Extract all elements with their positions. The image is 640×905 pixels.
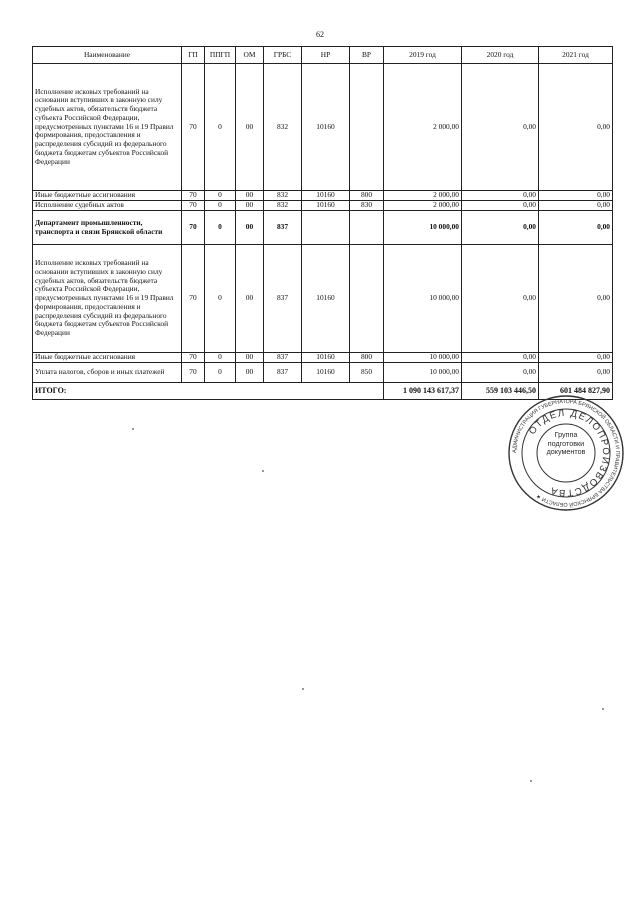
row-om: 00 bbox=[236, 363, 264, 383]
row-2019: 10 000,00 bbox=[384, 245, 462, 353]
row-name: Иные бюджетные ассигнования bbox=[33, 191, 182, 201]
row-nr: 10160 bbox=[302, 353, 350, 363]
row-gp: 70 bbox=[182, 363, 205, 383]
row-2021: 0,00 bbox=[539, 201, 613, 211]
scan-speck bbox=[132, 428, 134, 430]
office-stamp bbox=[506, 393, 626, 513]
row-nr: 10160 bbox=[302, 363, 350, 383]
row-2021: 0,00 bbox=[539, 211, 613, 245]
row-om: 00 bbox=[236, 211, 264, 245]
row-ppgp: 0 bbox=[205, 211, 236, 245]
row-2021: 0,00 bbox=[539, 64, 613, 191]
row-name: Исполнение судебных актов bbox=[33, 201, 182, 211]
stamp-center-line1: Группа bbox=[554, 430, 578, 439]
row-nr: 10160 bbox=[302, 191, 350, 201]
row-name: Департамент промышленности, транспорта и связи Брянской области bbox=[33, 211, 182, 245]
page-number: 62 bbox=[316, 30, 324, 39]
row-2020: 0,00 bbox=[462, 191, 539, 201]
row-grbs: 832 bbox=[264, 201, 302, 211]
header-gp: ГП bbox=[182, 47, 205, 64]
total-2019: 1 090 143 617,37 bbox=[384, 383, 462, 400]
row-2019: 2 000,00 bbox=[384, 201, 462, 211]
row-vr bbox=[350, 211, 384, 245]
row-name: Уплата налогов, сборов и иных платежей bbox=[33, 363, 182, 383]
stamp-center-line3: документов bbox=[546, 447, 586, 457]
row-grbs: 837 bbox=[264, 211, 302, 245]
row-gp: 70 bbox=[182, 191, 205, 201]
scan-speck bbox=[302, 688, 304, 690]
header-2021: 2021 год bbox=[539, 47, 613, 64]
row-nr: 10160 bbox=[302, 64, 350, 191]
row-ppgp: 0 bbox=[205, 363, 236, 383]
row-om: 00 bbox=[236, 353, 264, 363]
row-2019: 10 000,00 bbox=[384, 353, 462, 363]
row-gp: 70 bbox=[182, 64, 205, 191]
header-name: Наименование bbox=[33, 47, 182, 64]
table-row bbox=[33, 201, 613, 211]
row-vr bbox=[350, 245, 384, 353]
stamp-center-line2: подготовки bbox=[547, 438, 585, 448]
row-2020: 0,00 bbox=[462, 211, 539, 245]
row-vr: 830 bbox=[350, 201, 384, 211]
header-2019: 2019 год bbox=[384, 47, 462, 64]
row-2019: 2 000,00 bbox=[384, 64, 462, 191]
row-2021: 0,00 bbox=[539, 353, 613, 363]
row-ppgp: 0 bbox=[205, 64, 236, 191]
row-grbs: 837 bbox=[264, 353, 302, 363]
row-gp: 70 bbox=[182, 211, 205, 245]
header-vr: ВР bbox=[350, 47, 384, 64]
row-grbs: 837 bbox=[264, 245, 302, 353]
total-label: ИТОГО: bbox=[33, 383, 384, 400]
table-row bbox=[33, 353, 613, 363]
row-grbs: 832 bbox=[264, 64, 302, 191]
row-2020: 0,00 bbox=[462, 363, 539, 383]
row-vr bbox=[350, 64, 384, 191]
scan-speck bbox=[602, 708, 604, 710]
row-nr: 10160 bbox=[302, 245, 350, 353]
row-vr: 800 bbox=[350, 353, 384, 363]
header-grbs: ГРБС bbox=[264, 47, 302, 64]
row-gp: 70 bbox=[182, 245, 205, 353]
total-2020: 559 103 446,50 bbox=[462, 383, 539, 400]
table-header-row bbox=[33, 47, 613, 64]
table-row-department bbox=[33, 211, 613, 245]
row-2020: 0,00 bbox=[462, 201, 539, 211]
row-2019: 10 000,00 bbox=[384, 363, 462, 383]
row-2020: 0,00 bbox=[462, 245, 539, 353]
row-2020: 0,00 bbox=[462, 64, 539, 191]
row-2019: 10 000,00 bbox=[384, 211, 462, 245]
row-2019: 2 000,00 bbox=[384, 191, 462, 201]
row-gp: 70 bbox=[182, 201, 205, 211]
row-2021: 0,00 bbox=[539, 245, 613, 353]
row-2021: 0,00 bbox=[539, 363, 613, 383]
header-nr: НР bbox=[302, 47, 350, 64]
row-2020: 0,00 bbox=[462, 353, 539, 363]
row-vr: 850 bbox=[350, 363, 384, 383]
row-nr bbox=[302, 211, 350, 245]
header-2020: 2020 год bbox=[462, 47, 539, 64]
row-ppgp: 0 bbox=[205, 353, 236, 363]
row-name: Исполнение исковых требований на основании вступивших в законную силу судебных актов, обязательств бюджета субъекта Российской Федерации, предусмотренных пунктами 16 и 19 Правил формирования, предоставления и распределения субсидий из федерального бюджета бюджетам субъектов Российской Федерации bbox=[33, 64, 182, 191]
table-row bbox=[33, 191, 613, 201]
row-name: Иные бюджетные ассигнования bbox=[33, 353, 182, 363]
table-row bbox=[33, 363, 613, 383]
table-row bbox=[33, 245, 613, 353]
scan-speck bbox=[530, 780, 532, 782]
row-vr: 800 bbox=[350, 191, 384, 201]
stamp-outer-text: АДМИНИСТРАЦИЯ ГУБЕРНАТОРА БРЯНСКОЙ ОБЛАСТИ И ПРАВИТЕЛЬСТВА БРЯНСКОЙ ОБЛАСТИ ★ bbox=[511, 398, 621, 508]
row-name: Исполнение исковых требований на основании вступивших в законную силу судебных актов, обязательств бюджета субъекта Российской Федерации, предусмотренных пунктами 16 и 19 Правил формирования, предоставления и распределения субсидий из федерального бюджета бюджетам субъектов Российской Федерации bbox=[33, 245, 182, 353]
row-2021: 0,00 bbox=[539, 191, 613, 201]
row-om: 00 bbox=[236, 201, 264, 211]
budget-table bbox=[32, 46, 613, 400]
row-om: 00 bbox=[236, 245, 264, 353]
row-gp: 70 bbox=[182, 353, 205, 363]
row-grbs: 832 bbox=[264, 191, 302, 201]
table-row bbox=[33, 64, 613, 191]
row-om: 00 bbox=[236, 64, 264, 191]
row-ppgp: 0 bbox=[205, 245, 236, 353]
row-om: 00 bbox=[236, 191, 264, 201]
row-grbs: 837 bbox=[264, 363, 302, 383]
header-om: ОМ bbox=[236, 47, 264, 64]
scan-speck bbox=[262, 470, 264, 472]
stamp-ring-text: ОТДЕЛ ДЕЛОПРОИЗВОДСТВА bbox=[526, 407, 612, 499]
total-2021: 601 484 827,90 bbox=[539, 383, 613, 400]
header-ppgp: ППГП bbox=[205, 47, 236, 64]
row-ppgp: 0 bbox=[205, 191, 236, 201]
row-ppgp: 0 bbox=[205, 201, 236, 211]
row-nr: 10160 bbox=[302, 201, 350, 211]
